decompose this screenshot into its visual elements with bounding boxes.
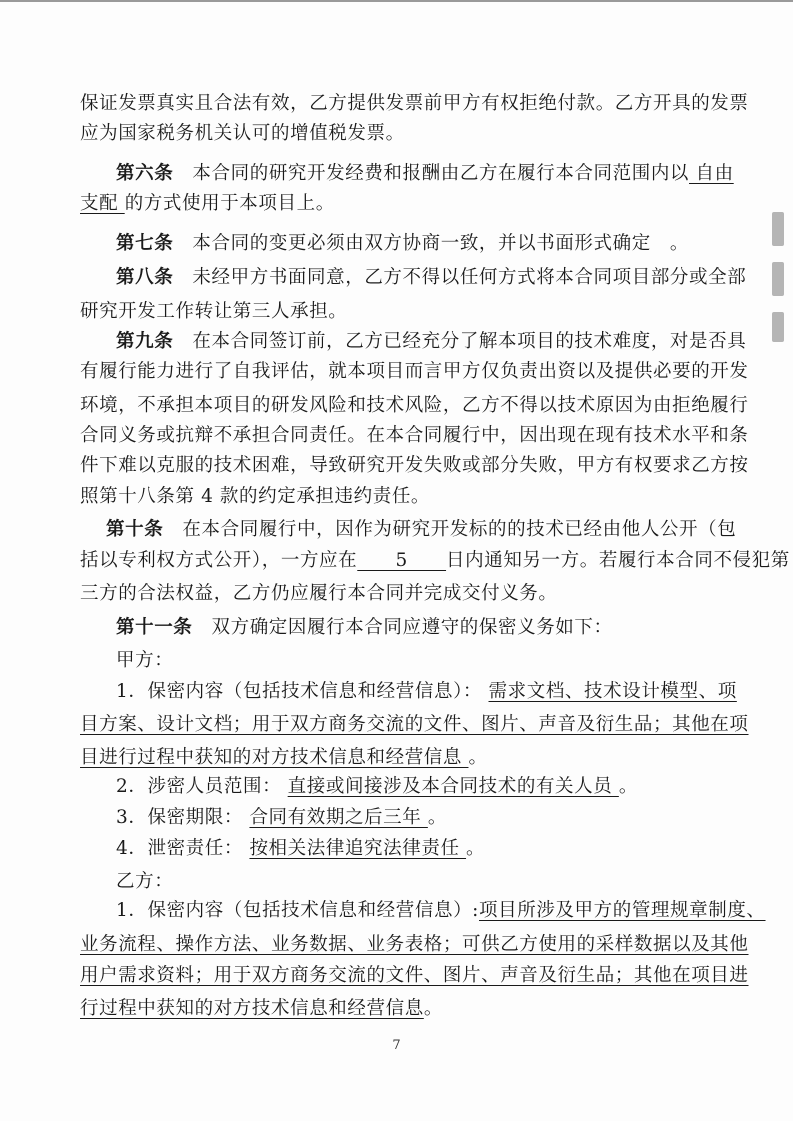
filled-blank: 用户需求资料；用于双方商务交流的文件、图片、声音及衍生品；其他在项目进 [80,965,749,986]
text-line [80,118,740,150]
text-segment: 双方确定因履行本合同应遵守的保密义务如下： [192,617,613,638]
text-line [116,895,776,927]
text-segment: 。 [427,807,447,828]
text-segment: 在本合同履行中，因作为研究开发标的的技术已经由他人公开（包 [163,519,737,540]
text-segment: 1．保密内容（包括技术信息和经营信息）: [116,900,480,921]
text-segment: 乙方： [116,871,174,892]
text-line [80,993,740,1025]
article-heading: 第九条 [116,331,174,352]
text-line [116,228,776,260]
filled-blank: 直接或间接涉及本合同技术的有关人员 [287,776,619,797]
text-line [116,771,776,803]
text-line [80,188,740,220]
text-line [80,742,740,774]
filled-blank: 行过程中获知的对方技术信息和经营信息 [80,998,424,1019]
page-number: 7 [392,1038,401,1053]
text-segment: 甲方： [116,650,174,671]
text-line [116,158,776,190]
text-segment: 照第十八条第 4 款的约定承担违约责任。 [80,486,431,507]
text-line [80,390,749,422]
article-heading: 第十条 [106,519,164,540]
article-heading: 第七条 [116,233,174,254]
text-line [80,578,740,610]
filled-blank: 支配 [80,193,125,214]
filled-blank: 目方案、设计文档；用于双方商务交流的文件、图片、声音及衍生品；其他在项 [80,714,749,735]
text-segment: 应为国家税务机关认可的增值税发票。 [80,123,405,144]
filled-blank: 业务流程、操作方法、业务数据、业务表格；可供乙方使用的采样数据以及其他 [80,934,749,955]
text-line [80,929,749,961]
filled-blank: 5 [357,550,447,571]
text-line [116,262,776,294]
text-line [80,960,749,992]
text-line [116,612,776,644]
text-line [116,866,776,898]
filled-blank: 合同有效期之后三年 [249,807,428,828]
text-segment: 。 [618,776,638,797]
filled-blank: 自由 [689,163,734,184]
text-line [80,420,749,452]
text-segment: 括以专利权方式公开），一方应在 [80,550,358,571]
text-line [80,481,740,513]
text-line [80,296,740,328]
text-segment: 3．保密期限： [116,807,250,828]
text-segment: 环境，不承担本项目的研发风险和技术风险，乙方不得以技术原因为由拒绝履行 [80,395,749,416]
text-segment: 。 [423,998,443,1019]
text-line [116,676,776,708]
filled-blank: 目进行过程中获知的对方技术信息和经营信息 [80,747,469,768]
text-segment: 在本合同签订前，乙方已经充分了解本项目的技术难度，对是否具 [173,331,747,352]
text-segment: 4．泄密责任： [116,838,250,859]
text-segment: 件下难以克服的技术困难，导致研究开发失败或部分失败，甲方有权要求乙方按 [80,455,749,476]
text-line [116,833,776,865]
text-line [116,326,776,358]
text-line [80,545,790,577]
text-segment: 保证发票真实且合法有效，乙方提供发票前甲方有权拒绝付款。乙方开具的发票 [80,93,749,114]
article-heading: 第六条 [116,163,174,184]
text-segment: 本合同的研究开发经费和报酬由乙方在履行本合同范围内以 [173,163,690,184]
text-segment: 三方的合法权益，乙方仍应履行本合同并完成交付义务。 [80,583,558,604]
text-line [80,356,749,388]
text-segment: 。 [466,838,486,859]
article-heading: 第八条 [116,267,174,288]
text-segment: 2．涉密人员范围： [116,776,288,797]
text-segment: 有履行能力进行了自我评估，就本项目而言甲方仅负责出资以及提供必要的开发 [80,361,749,382]
text-segment: 的方式使用于本项目上。 [124,193,335,214]
text-line [80,709,749,741]
text-line [116,645,776,677]
text-segment: 未经甲方书面同意，乙方不得以任何方式将本合同项目部分或全部 [173,267,747,288]
text-segment: 研究开发工作转让第三人承担。 [80,301,348,322]
text-line [80,88,749,120]
text-segment: 1．保密内容（包括技术信息和经营信息）： [116,681,489,702]
text-segment: 合同义务或抗辩不承担合同责任。在本合同履行中，因出现在现有技术水平和条 [80,425,749,446]
text-line [116,802,776,834]
text-line [80,450,749,482]
text-line [106,514,766,546]
filled-blank: 按相关法律追究法律责任 [249,838,467,859]
filled-blank: 项目所涉及甲方的管理规章制度、 [479,900,766,921]
article-heading: 第十一条 [116,617,193,638]
text-segment: 本合同的变更必须由双方协商一致，并以书面形式确定 。 [173,233,690,254]
text-segment: 日内通知另一方。若履行本合同不侵犯第 [446,550,790,571]
text-segment: 。 [468,747,488,768]
filled-blank: 需求文档、技术设计模型、项 [488,681,737,702]
scan-edge-top [0,0,793,2]
